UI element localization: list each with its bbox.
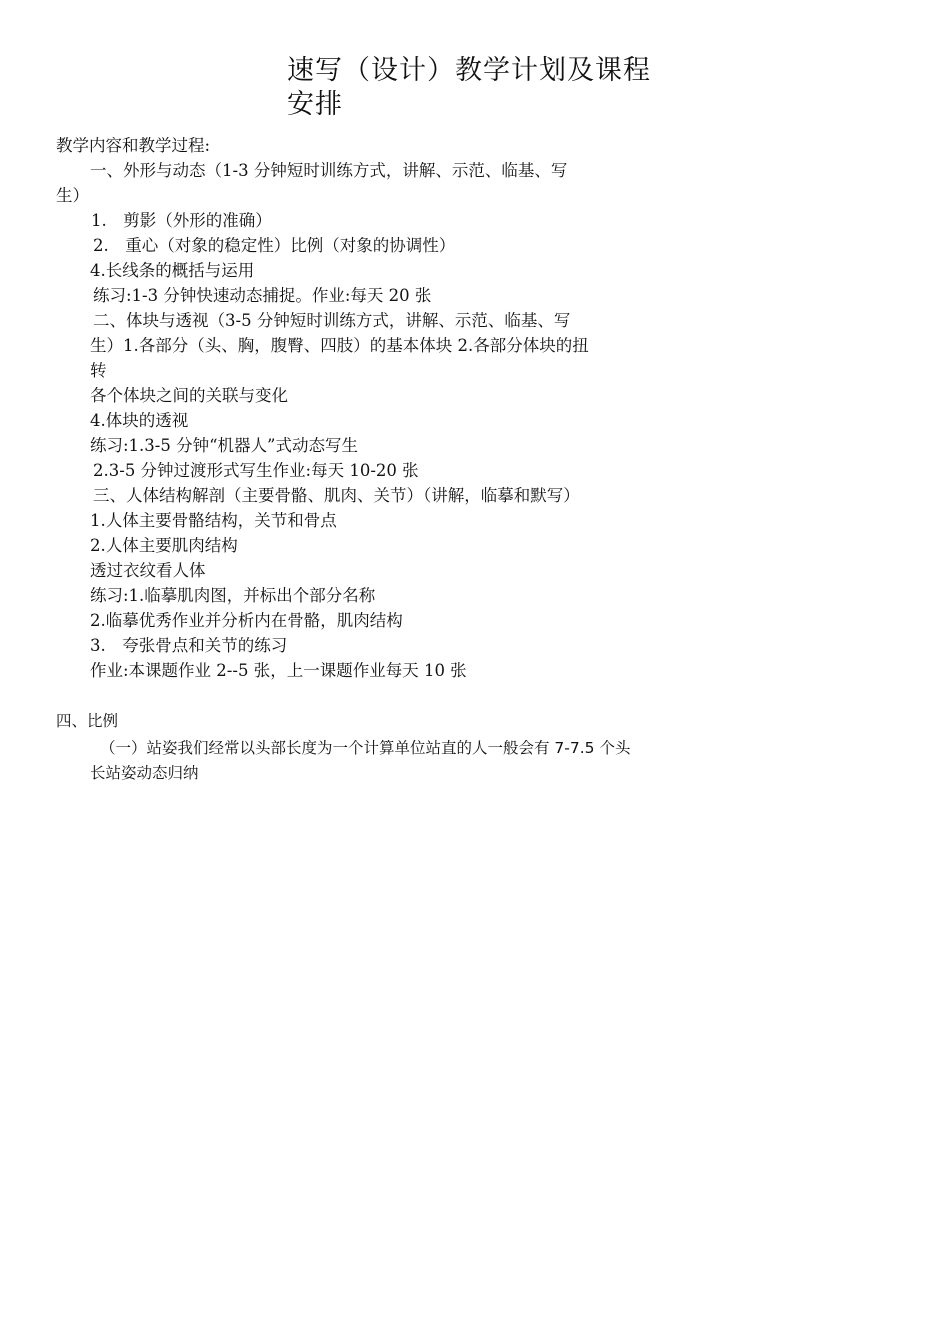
text-line: 2. 重心（对象的稳定性）比例（对象的协调性） (93, 236, 456, 255)
text-line: 作业:本课题作业 2--5 张，上一课题作业每天 10 张 (90, 661, 467, 680)
text-line: 透过衣纹看人体 (90, 561, 206, 580)
text-line: 1. 剪影（外形的准确） (91, 211, 272, 230)
text-line: 练习:1.3-5 分钟“机器人”式动态写生 (90, 436, 358, 455)
text-line: 长站姿动态归纳 (90, 764, 199, 782)
section-2-heading: 二、体块与透视（3-5 分钟短时训练方式，讲解、示范、临基、写 (93, 311, 571, 330)
document-title (287, 54, 687, 122)
section-1-heading-cont: 生） (56, 186, 89, 205)
section-4-heading: 四、比例 (56, 712, 119, 730)
text-line: 2.临摹优秀作业并分析内在骨骼，肌肉结构 (90, 611, 403, 630)
text-line: 2.3-5 分钟过渡形式写生作业:每天 10-20 张 (93, 461, 419, 480)
text-line: 4.长线条的概括与运用 (90, 261, 255, 280)
text-line: 4.体块的透视 (90, 411, 189, 430)
title-line-2: 安排 (287, 89, 343, 120)
text-line: 生）1.各部分（头、胸，腹臀、四肢）的基本体块 2.各部分体块的扭 (90, 336, 589, 355)
text-line: 3. 夸张骨点和关节的练习 (90, 636, 288, 655)
text-line: 2.人体主要肌肉结构 (90, 536, 238, 555)
title-line-1: 速写（设计）教学计划及课程 (287, 55, 651, 86)
section-3-heading: 三、人体结构解剖（主要骨骼、肌肉、关节）（讲解，临摹和默写） (93, 486, 580, 505)
text-line: （一）站姿我们经常以头部长度为一个计算单位站直的人一般会有 7-7.5 个头 (100, 739, 631, 757)
text-line: 练习:1.临摹肌肉图，并标出个部分名称 (90, 586, 376, 605)
section-1-heading: 一、外形与动态（1-3 分钟短时训练方式，讲解、示范、临基、写 (90, 161, 568, 180)
text-line: 转 (90, 361, 107, 380)
text-line: 各个体块之间的关联与变化 (90, 386, 288, 405)
section-intro: 教学内容和教学过程: (56, 136, 211, 155)
text-line: 1.人体主要骨骼结构，关节和骨点 (90, 511, 337, 530)
text-line: 练习:1-3 分钟快速动态捕捉。作业:每天 20 张 (93, 286, 432, 305)
